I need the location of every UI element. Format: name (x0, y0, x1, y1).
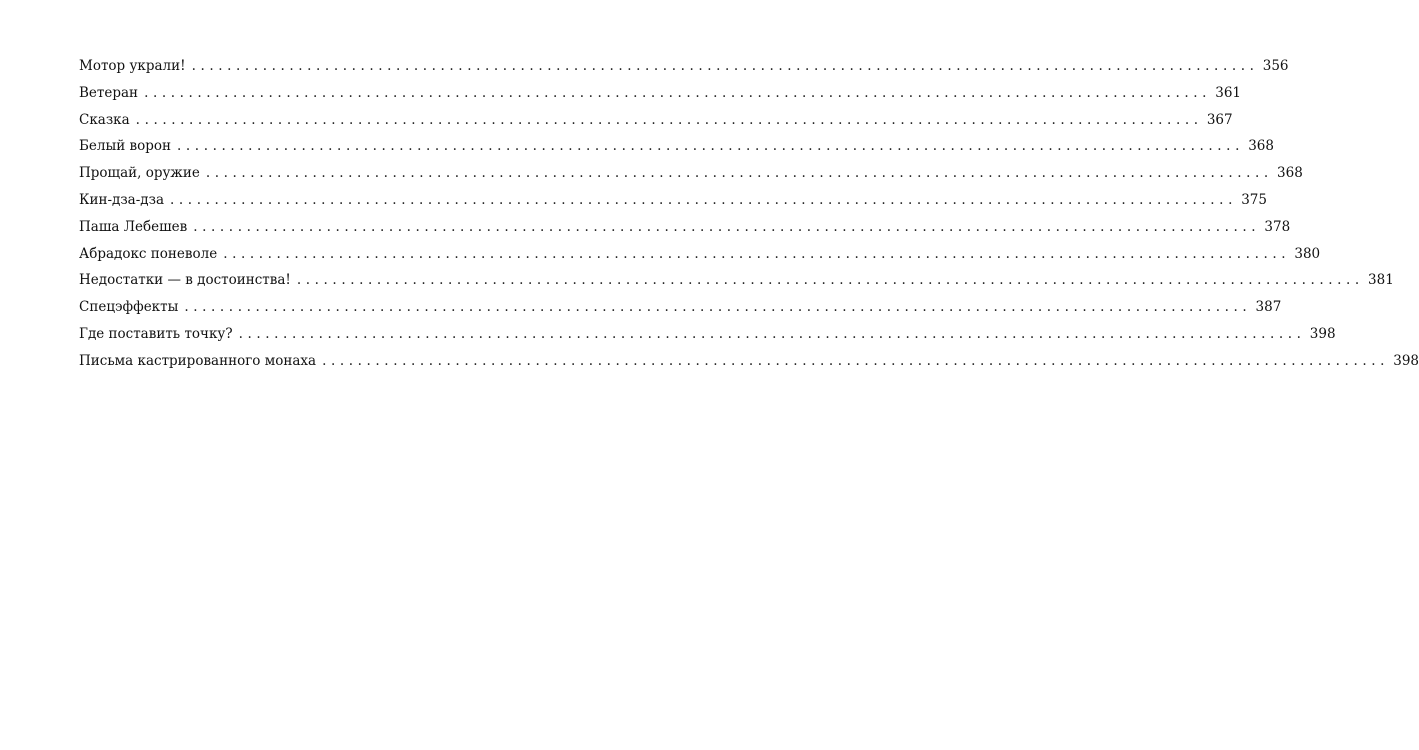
toc-entry-page: 398 (1309, 325, 1336, 342)
toc-dot-leader: ........................................................................................................................ (184, 299, 1252, 316)
toc-entry[interactable] (79, 163, 1303, 190)
toc-entry-page: 368 (1277, 165, 1303, 182)
toc-entry[interactable] (79, 270, 1394, 297)
toc-entry-page: 381 (1368, 272, 1394, 289)
toc-entry-page: 378 (1264, 218, 1291, 235)
toc-entry-title: Недостатки — в достоинства! (79, 272, 291, 289)
toc-entry-page: 398 (1393, 352, 1419, 369)
toc-entry-title: Кин-дза-дза (79, 191, 165, 208)
toc-dot-leader: ........................................................................................................................ (170, 191, 1237, 208)
toc-entry[interactable] (79, 56, 1289, 83)
toc-entry-title: Паша Лебешев (79, 218, 188, 235)
toc-entry-title: Спецэффекты (79, 299, 179, 316)
table-of-contents (79, 56, 1419, 378)
toc-entry-title: Ветеран (79, 84, 139, 101)
toc-entry[interactable] (79, 190, 1267, 217)
toc-dot-leader: ........................................................................................................................ (191, 58, 1259, 74)
toc-entry[interactable] (79, 217, 1291, 244)
toc-entry-page: 368 (1248, 138, 1274, 155)
toc-entry-title: Где поставить точку? (79, 325, 233, 342)
toc-entry-page: 367 (1206, 111, 1233, 128)
toc-dot-leader: ........................................................................................................................ (296, 272, 1364, 289)
toc-entry[interactable] (79, 244, 1321, 271)
toc-entry-title: Сказка (79, 111, 130, 128)
toc-entry-page: 387 (1255, 299, 1282, 316)
toc-dot-leader: ........................................................................................................................ (238, 325, 1306, 342)
toc-entry[interactable] (79, 324, 1336, 351)
toc-entry-page: 361 (1215, 84, 1242, 101)
toc-entry[interactable] (79, 83, 1242, 110)
toc-entry-title: Письма кастрированного монаха (79, 352, 317, 369)
toc-entry-title: Прощай, оружие (79, 165, 200, 182)
toc-dot-leader: ........................................................................................................................ (205, 165, 1273, 182)
toc-entry-title: Белый ворон (79, 138, 172, 155)
toc-dot-leader: ........................................................................................................................ (135, 111, 1203, 128)
toc-dot-leader: ........................................................................................................................ (193, 218, 1261, 235)
toc-dot-leader: ........................................................................................................................ (177, 138, 1244, 155)
toc-entry-title: Абрадокс поневоле (79, 245, 218, 262)
toc-entry-page: 356 (1262, 58, 1289, 74)
toc-entry-page: 375 (1241, 191, 1267, 208)
toc-entry-title: Мотор украли! (79, 58, 186, 74)
toc-entry[interactable] (79, 136, 1274, 163)
toc-dot-leader: ........................................................................................................................ (223, 245, 1291, 262)
toc-entry[interactable] (79, 297, 1282, 324)
toc-entry-page: 380 (1294, 245, 1321, 262)
toc-entry[interactable] (79, 351, 1419, 378)
toc-dot-leader: ........................................................................................................................ (144, 84, 1212, 101)
toc-dot-leader: ........................................................................................................................ (322, 352, 1390, 369)
toc-entry[interactable] (79, 110, 1233, 137)
